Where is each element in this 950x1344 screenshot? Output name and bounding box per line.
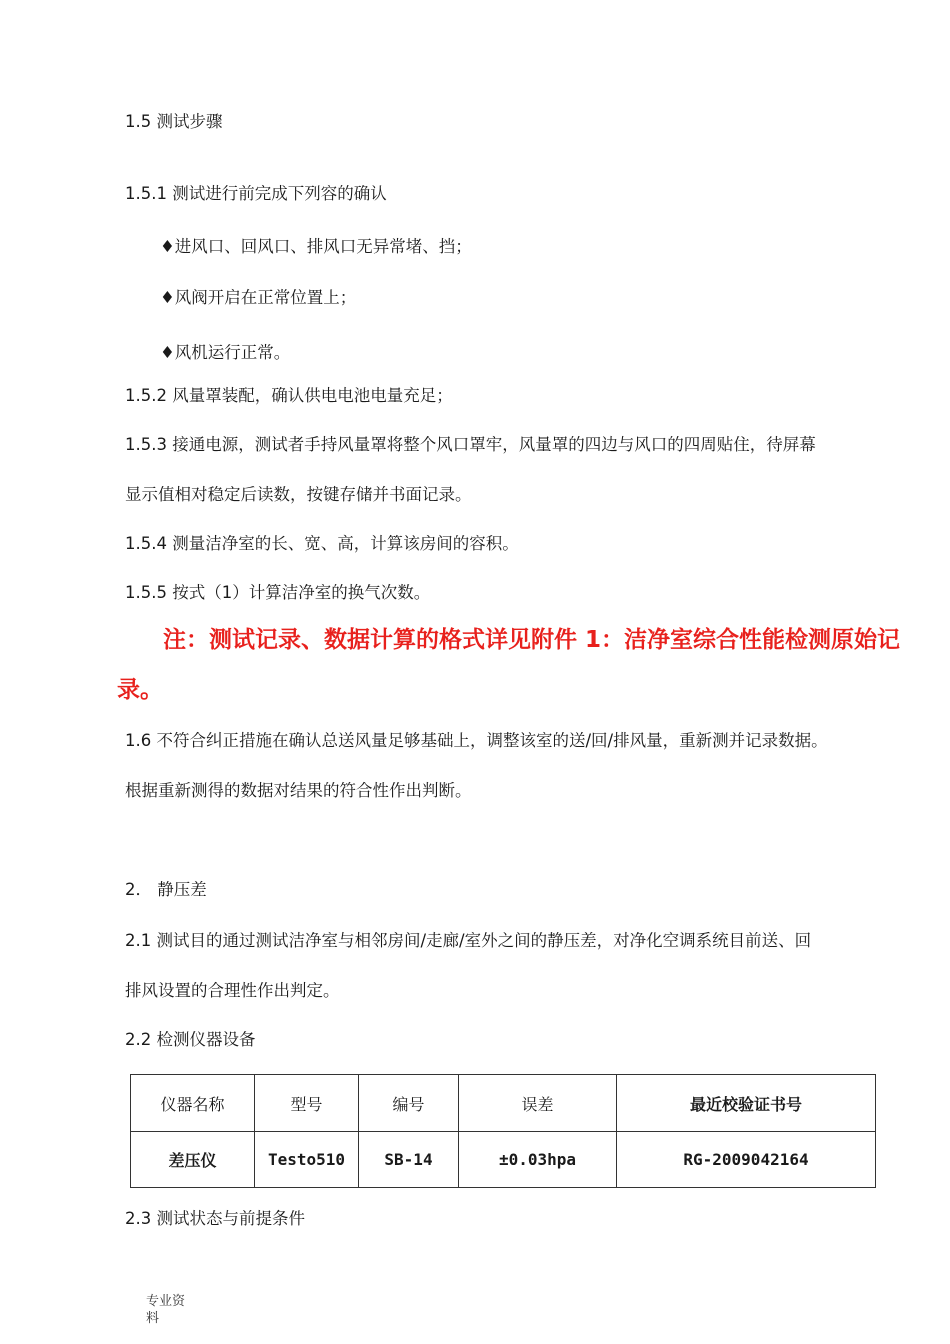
paragraph: 2.1 测试目的通过测试洁净室与相邻房间/走廊/室外之间的静压差，对净化空调系统目前送、回 xyxy=(125,931,812,950)
table-cell: RG-2009042164 xyxy=(617,1132,876,1188)
section-heading: 2． 静压差 xyxy=(125,880,207,899)
paragraph-continuation: 显示值相对稳定后读数，按键存储并书面记录。 xyxy=(125,485,472,504)
section-heading: 1.5 测试步骤 xyxy=(125,112,223,131)
header-cell: 编号 xyxy=(359,1075,459,1132)
bullet-item: ♦风机运行正常。 xyxy=(160,343,291,362)
bullet-item: ♦风阀开启在正常位置上； xyxy=(160,288,357,307)
header-cell: 误差 xyxy=(459,1075,617,1132)
paragraph: 1.5.2 风量罩装配，确认供电电池电量充足； xyxy=(125,386,453,405)
paragraph: 1.5.1 测试进行前完成下列容的确认 xyxy=(125,184,387,203)
table-cell: Testo510 xyxy=(255,1132,359,1188)
instrument-table xyxy=(130,1074,876,1188)
paragraph: 1.6 不符合纠正措施在确认总送风量足够基础上，调整该室的送/回/排风量，重新测并记录数据。 xyxy=(125,731,828,750)
table-cell: 差压仪 xyxy=(131,1132,255,1188)
table-cell: ±0.03hpa xyxy=(459,1132,617,1188)
bullet-item: ♦进风口、回风口、排风口无异常堵、挡； xyxy=(160,237,472,256)
note-highlight xyxy=(117,615,907,715)
subsection-heading: 2.2 检测仪器设备 xyxy=(125,1030,256,1049)
paragraph-continuation: 根据重新测得的数据对结果的符合性作出判断。 xyxy=(125,781,472,800)
table-header-row xyxy=(131,1075,876,1132)
paragraph-continuation: 排风设置的合理性作出判定。 xyxy=(125,981,340,1000)
paragraph: 1.5.5 按式（1）计算洁净室的换气次数。 xyxy=(125,583,431,602)
note-text: 注：测试记录、数据计算的格式详见附件 1：洁净室综合性能检测原始记录。 xyxy=(117,627,901,703)
paragraph: 1.5.4 测量洁净室的长、宽、高，计算该房间的容积。 xyxy=(125,534,519,553)
header-cell: 最近校验证书号 xyxy=(617,1075,876,1132)
header-cell: 仪器名称 xyxy=(131,1075,255,1132)
table-row xyxy=(131,1132,876,1188)
paragraph: 1.5.3 接通电源，测试者手持风量罩将整个风口罩牢，风量罩的四边与风口的四周贴住，待屏幕 xyxy=(125,435,816,454)
subsection-heading: 2.3 测试状态与前提条件 xyxy=(125,1209,305,1228)
table-cell: SB-14 xyxy=(359,1132,459,1188)
page-footer: 专业资料 xyxy=(146,1294,186,1326)
header-cell: 型号 xyxy=(255,1075,359,1132)
